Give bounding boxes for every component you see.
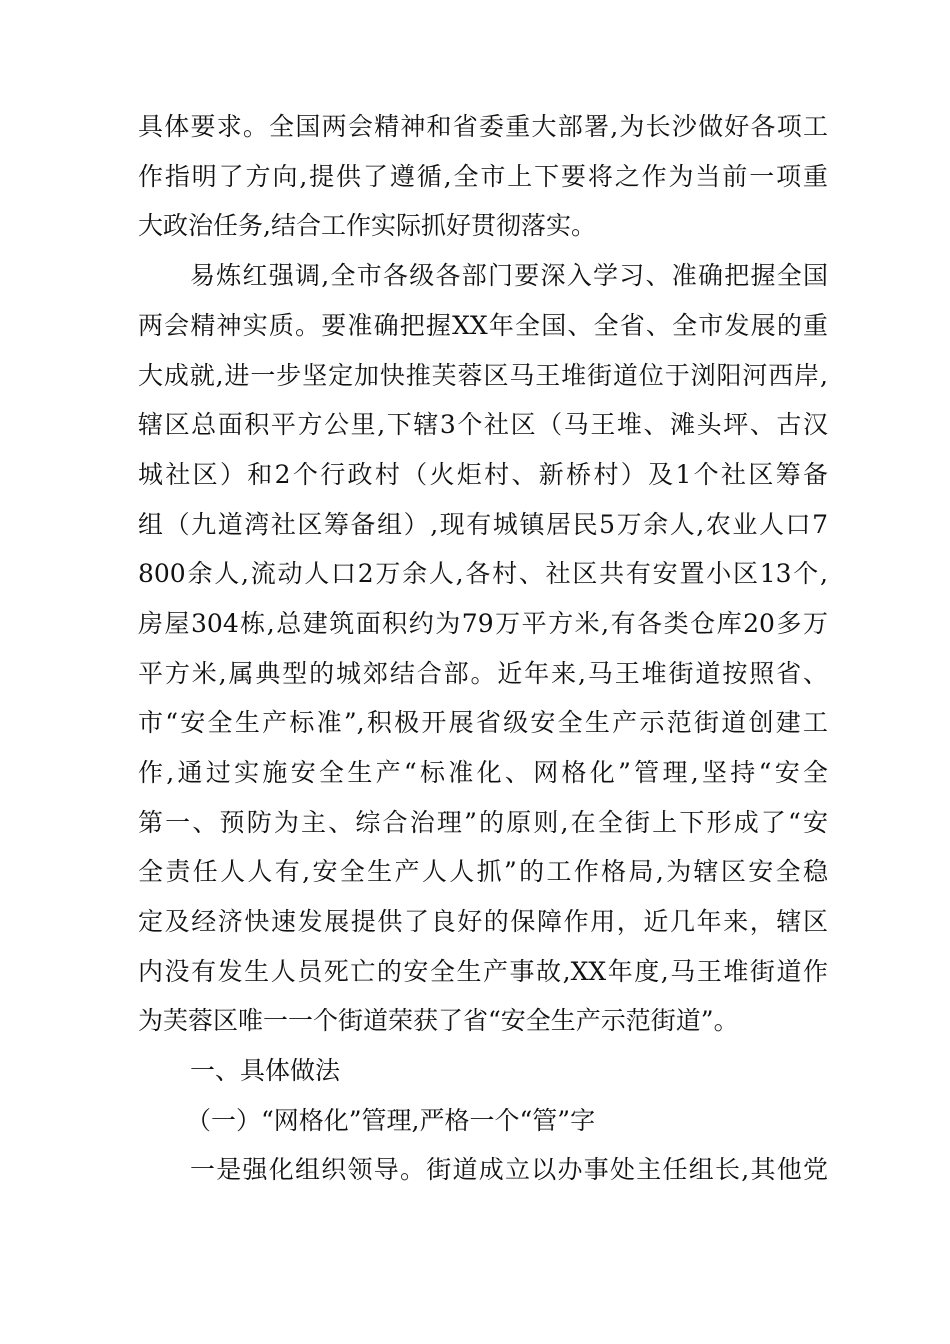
paragraph-line: 城社区）和2个行政村（火炬村、新桥村）及1个社区筹备: [138, 460, 828, 489]
paragraph-line: 辖区总面积平方公里,下辖3个社区（马王堆、滩头坪、古汉: [138, 410, 828, 439]
paragraph-line: 为芙蓉区唯一一个街道荣获了省“安全生产示范街道”。: [138, 1006, 739, 1035]
paragraph-line: 两会精神实质。要准确把握XX年全国、全省、全市发展的重: [138, 311, 828, 340]
paragraph-line: 800余人,流动人口2万余人,各村、社区共有安置小区13个,: [138, 559, 828, 588]
paragraph-line: 市“安全生产标准”,积极开展省级安全生产示范街道创建工: [138, 708, 828, 737]
section-heading: 一、具体做法: [190, 1056, 341, 1085]
paragraph-line: 全责任人人有,安全生产人人抓”的工作格局,为辖区安全稳: [138, 857, 828, 886]
paragraph-line: 组（九道湾社区筹备组）,现有城镇居民5万余人,农业人口7: [138, 510, 828, 539]
paragraph-line: 第一、预防为主、综合治理”的原则,在全街上下形成了“安: [138, 808, 828, 837]
paragraph-line: 具体要求。全国两会精神和省委重大部署,为长沙做好各项工: [138, 112, 828, 141]
paragraph-line: 作指明了方向,提供了遵循,全市上下要将之作为当前一项重: [138, 162, 828, 191]
paragraph-line: 房屋304栋,总建筑面积约为79万平方米,有各类仓库20多万: [138, 609, 828, 638]
subsection-heading: （一）“网格化”管理,严格一个“管”字: [186, 1106, 596, 1135]
paragraph-line: 定及经济快速发展提供了良好的保障作用，近几年来，辖区: [138, 907, 828, 936]
paragraph-line: 易炼红强调,全市各级各部门要深入学习、准确把握全国: [190, 261, 828, 290]
paragraph-line: 大成就,进一步坚定加快推芙蓉区马王堆街道位于浏阳河西岸,: [138, 361, 828, 390]
paragraph-line: 内没有发生人员死亡的安全生产事故,XX年度,马王堆街道作: [138, 957, 828, 986]
paragraph-line: 平方米,属典型的城郊结合部。近年来,马王堆街道按照省、: [138, 659, 828, 688]
paragraph-line: 大政治任务,结合工作实际抓好贯彻落实。: [138, 211, 596, 240]
paragraph-line: 一是强化组织领导。街道成立以办事处主任组长,其他党: [190, 1155, 828, 1184]
paragraph-line: 作,通过实施安全生产“标准化、网格化”管理,坚持“安全: [138, 758, 828, 787]
